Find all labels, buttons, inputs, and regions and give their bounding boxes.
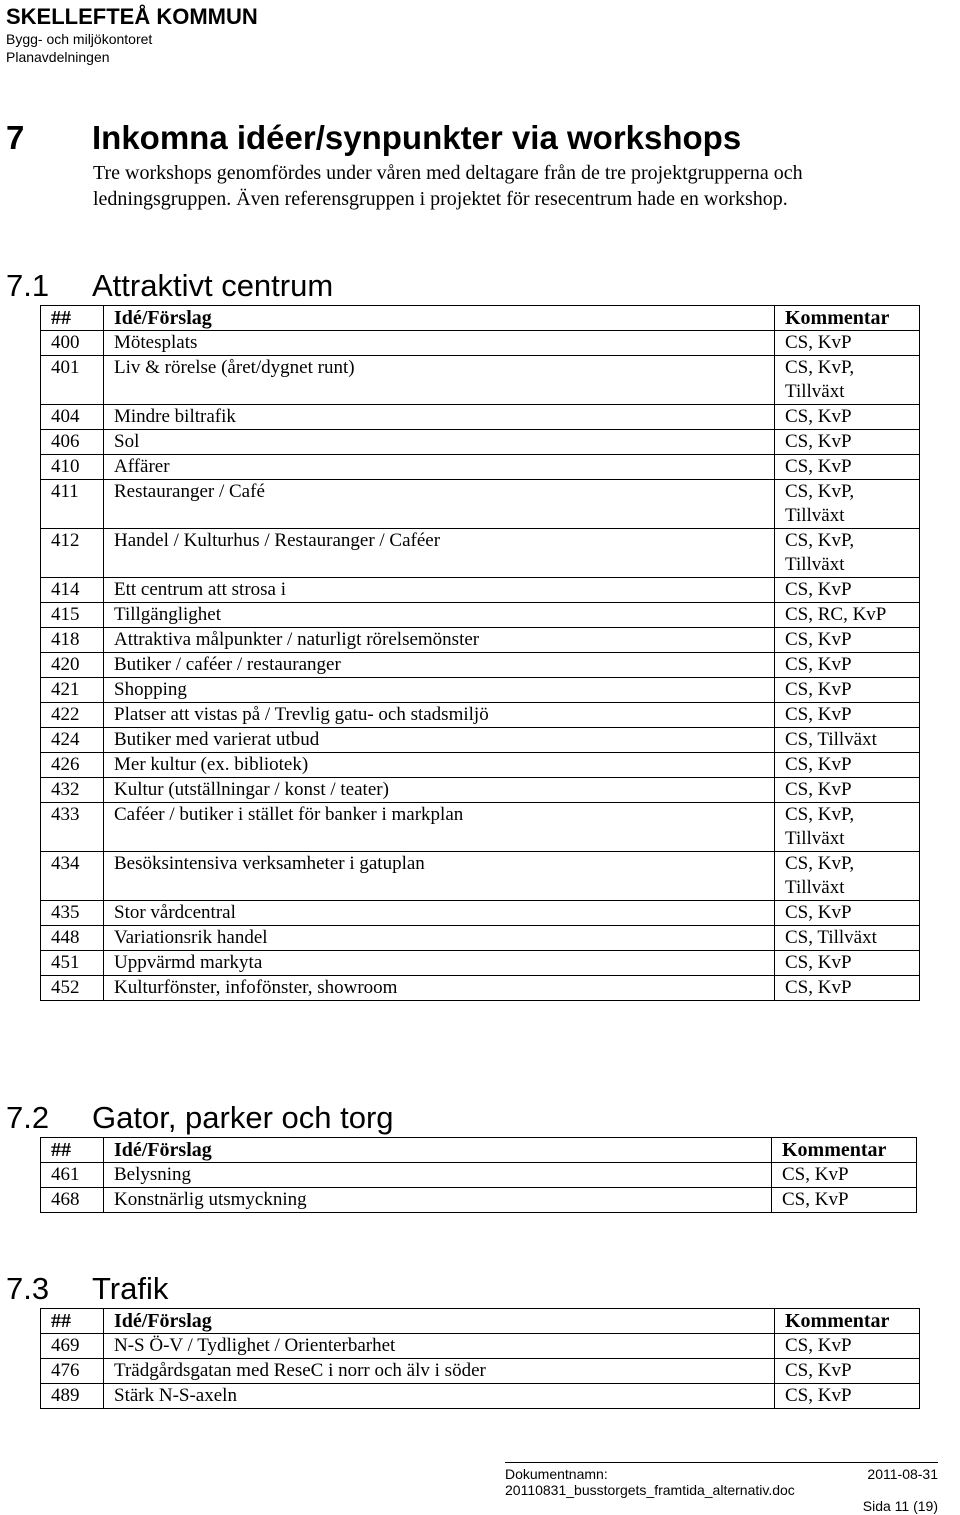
- column-header-comment: Kommentar: [772, 1138, 917, 1163]
- ideas-table: [40, 1137, 917, 1213]
- subsection-title: Gator, parker och torg: [92, 1100, 394, 1135]
- subsection-number: 7.1: [6, 268, 50, 303]
- row-comment: CS, KvP: [775, 703, 920, 728]
- table-header-row: [41, 1138, 917, 1163]
- table-row: [41, 603, 920, 628]
- row-number: 411: [41, 480, 104, 529]
- row-idea: Liv & rörelse (året/dygnet runt): [104, 356, 775, 405]
- table-header-row: [41, 306, 920, 331]
- row-number: 400: [41, 331, 104, 356]
- row-idea: Variationsrik handel: [104, 926, 775, 951]
- row-number: 435: [41, 901, 104, 926]
- ideas-table: [40, 1308, 920, 1409]
- row-comment: CS, KvP: [775, 976, 920, 1001]
- row-comment: CS, KvP: [775, 951, 920, 976]
- table-row: [41, 1359, 920, 1384]
- subsection-title: Attraktivt centrum: [92, 268, 334, 303]
- row-idea: Kulturfönster, infofönster, showroom: [104, 976, 775, 1001]
- row-idea: Stor vårdcentral: [104, 901, 775, 926]
- row-comment: CS, KvP, Tillväxt: [775, 356, 920, 405]
- row-number: 412: [41, 529, 104, 578]
- row-number: 434: [41, 852, 104, 901]
- row-comment: CS, KvP, Tillväxt: [775, 852, 920, 901]
- table-row: [41, 901, 920, 926]
- table-row: [41, 529, 920, 578]
- table-row: [41, 926, 920, 951]
- subsection-heading: [6, 1271, 168, 1307]
- organization-name: SKELLEFTEÅ KOMMUN: [6, 4, 258, 29]
- table-row: [41, 753, 920, 778]
- subsection-number: 7.3: [6, 1271, 50, 1306]
- row-number: 404: [41, 405, 104, 430]
- column-header-number: ##: [41, 306, 104, 331]
- table-row: [41, 331, 920, 356]
- table-row: [41, 455, 920, 480]
- table-row: [41, 976, 920, 1001]
- row-number: 421: [41, 678, 104, 703]
- row-comment: CS, KvP: [775, 678, 920, 703]
- subsection-title: Trafik: [92, 1271, 169, 1306]
- table-row: [41, 1334, 920, 1359]
- row-idea: Sol: [104, 430, 775, 455]
- column-header-idea: Idé/Förslag: [104, 1309, 775, 1334]
- table-row: [41, 480, 920, 529]
- row-comment: CS, Tillväxt: [775, 728, 920, 753]
- subsection-heading: [6, 1100, 394, 1136]
- row-number: 433: [41, 803, 104, 852]
- row-comment: CS, Tillväxt: [775, 926, 920, 951]
- table-row: [41, 1163, 917, 1188]
- footer-filename: 20110831_busstorgets_framtida_alternativ.doc: [505, 1482, 795, 1498]
- row-comment: CS, KvP: [772, 1163, 917, 1188]
- table-row: [41, 578, 920, 603]
- intro-paragraph: Tre workshops genomfördes under våren med deltagare från de tre projektgrupperna och ledningsgruppen. Även referensgruppen i projektet för resecentrum hade en workshop.: [93, 162, 803, 210]
- footer-page-number: Sida 11 (19): [862, 1498, 938, 1514]
- row-idea: Restauranger / Café: [104, 480, 775, 529]
- row-idea: Mindre biltrafik: [104, 405, 775, 430]
- row-number: 461: [41, 1163, 104, 1188]
- table-row: [41, 653, 920, 678]
- row-comment: CS, KvP: [775, 1384, 920, 1409]
- ideas-table: [40, 305, 920, 1001]
- row-number: 420: [41, 653, 104, 678]
- row-number: 415: [41, 603, 104, 628]
- table-row: [41, 678, 920, 703]
- row-number: 406: [41, 430, 104, 455]
- row-comment: CS, KvP: [775, 578, 920, 603]
- column-header-number: ##: [41, 1138, 104, 1163]
- table-row: [41, 628, 920, 653]
- row-number: 476: [41, 1359, 104, 1384]
- row-idea: Konstnärlig utsmyckning: [104, 1188, 772, 1213]
- section-title: Inkomna idéer/synpunkter via workshops: [92, 119, 742, 156]
- row-comment: CS, KvP: [775, 778, 920, 803]
- row-number: 422: [41, 703, 104, 728]
- row-comment: CS, KvP: [775, 455, 920, 480]
- row-comment: CS, KvP: [775, 1359, 920, 1384]
- table-row: [41, 951, 920, 976]
- row-idea: Stärk N-S-axeln: [104, 1384, 775, 1409]
- row-idea: Tillgänglighet: [104, 603, 775, 628]
- row-comment: CS, KvP, Tillväxt: [775, 803, 920, 852]
- column-header-comment: Kommentar: [775, 1309, 920, 1334]
- column-header-comment: Kommentar: [775, 306, 920, 331]
- row-number: 452: [41, 976, 104, 1001]
- row-number: 410: [41, 455, 104, 480]
- row-comment: CS, KvP: [775, 331, 920, 356]
- row-comment: CS, KvP: [775, 653, 920, 678]
- row-number: 448: [41, 926, 104, 951]
- table-row: [41, 405, 920, 430]
- row-number: 426: [41, 753, 104, 778]
- row-idea: Kultur (utställningar / konst / teater): [104, 778, 775, 803]
- section-number: 7: [6, 119, 25, 156]
- table-header-row: [41, 1309, 920, 1334]
- row-idea: Uppvärmd markyta: [104, 951, 775, 976]
- row-idea: Butiker med varierat utbud: [104, 728, 775, 753]
- table-row: [41, 852, 920, 901]
- subsection-heading: [6, 268, 333, 304]
- row-number: 451: [41, 951, 104, 976]
- row-idea: Handel / Kulturhus / Restauranger / Caféer: [104, 529, 775, 578]
- table-row: [41, 778, 920, 803]
- row-comment: CS, KvP: [775, 430, 920, 455]
- table-row: [41, 1188, 917, 1213]
- row-number: 468: [41, 1188, 104, 1213]
- table-row: [41, 1384, 920, 1409]
- subsection-number: 7.2: [6, 1100, 50, 1135]
- row-comment: CS, KvP: [775, 1334, 920, 1359]
- row-number: 489: [41, 1384, 104, 1409]
- row-idea: N-S Ö-V / Tydlighet / Orienterbarhet: [104, 1334, 775, 1359]
- row-idea: Trädgårdsgatan med ReseC i norr och älv i söder: [104, 1359, 775, 1384]
- column-header-idea: Idé/Förslag: [104, 1138, 772, 1163]
- department-name: Bygg- och miljökontoret: [6, 31, 153, 47]
- row-number: 424: [41, 728, 104, 753]
- row-idea: Mötesplats: [104, 331, 775, 356]
- table-row: [41, 803, 920, 852]
- row-comment: CS, KvP: [775, 405, 920, 430]
- row-comment: CS, KvP: [775, 628, 920, 653]
- footer-doc-label: Dokumentnamn:: [505, 1466, 608, 1482]
- unit-name: Planavdelningen: [6, 49, 110, 65]
- row-comment: CS, KvP: [775, 753, 920, 778]
- row-idea: Caféer / butiker i stället för banker i markplan: [104, 803, 775, 852]
- row-number: 418: [41, 628, 104, 653]
- row-idea: Besöksintensiva verksamheter i gatuplan: [104, 852, 775, 901]
- row-comment: CS, KvP: [772, 1188, 917, 1213]
- row-comment: CS, KvP, Tillväxt: [775, 480, 920, 529]
- table-row: [41, 430, 920, 455]
- section-heading: [6, 118, 741, 158]
- row-idea: Mer kultur (ex. bibliotek): [104, 753, 775, 778]
- table-row: [41, 703, 920, 728]
- footer-divider: [505, 1462, 938, 1463]
- row-number: 414: [41, 578, 104, 603]
- row-idea: Affärer: [104, 455, 775, 480]
- column-header-idea: Idé/Förslag: [104, 306, 775, 331]
- page-header: [6, 4, 258, 66]
- row-comment: CS, KvP, Tillväxt: [775, 529, 920, 578]
- row-idea: Shopping: [104, 678, 775, 703]
- row-idea: Belysning: [104, 1163, 772, 1188]
- row-comment: CS, KvP: [775, 901, 920, 926]
- row-number: 469: [41, 1334, 104, 1359]
- row-comment: CS, RC, KvP: [775, 603, 920, 628]
- row-idea: Attraktiva målpunkter / naturligt rörelsemönster: [104, 628, 775, 653]
- row-number: 401: [41, 356, 104, 405]
- row-idea: Ett centrum att strosa i: [104, 578, 775, 603]
- table-row: [41, 356, 920, 405]
- table-row: [41, 728, 920, 753]
- column-header-number: ##: [41, 1309, 104, 1334]
- row-idea: Butiker / caféer / restauranger: [104, 653, 775, 678]
- row-idea: Platser att vistas på / Trevlig gatu- och stadsmiljö: [104, 703, 775, 728]
- footer-date: 2011-08-31: [867, 1466, 938, 1482]
- row-number: 432: [41, 778, 104, 803]
